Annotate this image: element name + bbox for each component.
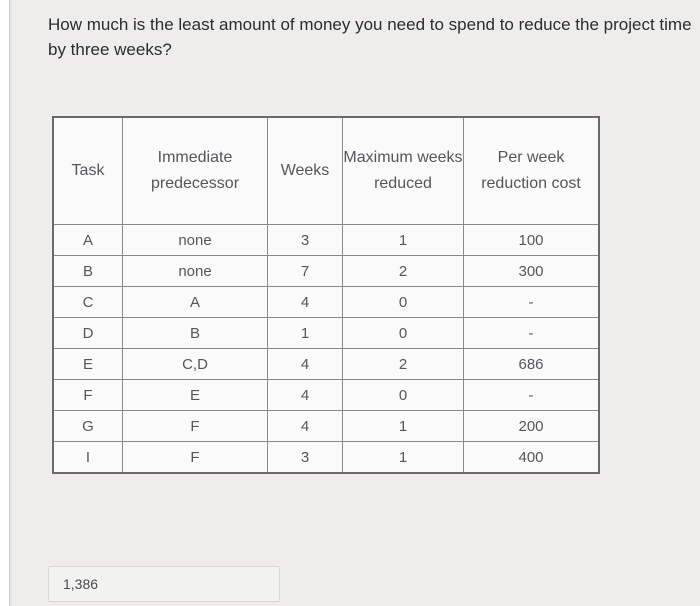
- cell-task: E: [53, 349, 123, 380]
- table-row: [53, 256, 599, 287]
- cell-cost: 200: [464, 411, 600, 442]
- cell-weeks: 4: [268, 380, 343, 411]
- table-body: [53, 225, 599, 474]
- cell-predecessor: A: [123, 287, 268, 318]
- table-row: [53, 225, 599, 256]
- cell-task: G: [53, 411, 123, 442]
- cell-cost: -: [464, 318, 600, 349]
- cell-weeks: 3: [268, 225, 343, 256]
- question-text: How much is the least amount of money you need to spend to reduce the project time by three weeks?: [48, 15, 692, 59]
- cell-cost: 100: [464, 225, 600, 256]
- table-row: [53, 411, 599, 442]
- table-row: [53, 287, 599, 318]
- left-panel-edge: [0, 0, 10, 606]
- cell-cost: 686: [464, 349, 600, 380]
- cell-cost: 300: [464, 256, 600, 287]
- header-task: Task: [53, 117, 123, 225]
- cell-task: B: [53, 256, 123, 287]
- cell-predecessor: B: [123, 318, 268, 349]
- table-row: [53, 318, 599, 349]
- cell-predecessor: F: [123, 442, 268, 474]
- cell-predecessor: C,D: [123, 349, 268, 380]
- cell-predecessor: E: [123, 380, 268, 411]
- cell-cost: -: [464, 287, 600, 318]
- cell-weeks: 4: [268, 349, 343, 380]
- cell-weeks: 4: [268, 411, 343, 442]
- table-row: [53, 349, 599, 380]
- cell-predecessor: F: [123, 411, 268, 442]
- cell-task: A: [53, 225, 123, 256]
- answer-input[interactable]: [48, 566, 280, 602]
- cell-max-reduced: 0: [343, 318, 464, 349]
- header-maximum-weeks-reduced: Maximum weeks reduced: [343, 117, 464, 225]
- table-row: [53, 380, 599, 411]
- cell-cost: -: [464, 380, 600, 411]
- cell-max-reduced: 1: [343, 225, 464, 256]
- table-row: [53, 442, 599, 474]
- header-immediate-predecessor: Immediate predecessor: [123, 117, 268, 225]
- cell-max-reduced: 2: [343, 256, 464, 287]
- cell-max-reduced: 0: [343, 287, 464, 318]
- cell-weeks: 7: [268, 256, 343, 287]
- cell-max-reduced: 1: [343, 411, 464, 442]
- cell-predecessor: none: [123, 256, 268, 287]
- cell-max-reduced: 2: [343, 349, 464, 380]
- cell-task: I: [53, 442, 123, 474]
- header-weeks: Weeks: [268, 117, 343, 225]
- cell-max-reduced: 0: [343, 380, 464, 411]
- cell-predecessor: none: [123, 225, 268, 256]
- project-table: [52, 116, 600, 474]
- cell-cost: 400: [464, 442, 600, 474]
- cell-max-reduced: 1: [343, 442, 464, 474]
- cell-task: F: [53, 380, 123, 411]
- table-header-row: [53, 117, 599, 225]
- answer-value: 1,386: [63, 576, 99, 592]
- cell-weeks: 3: [268, 442, 343, 474]
- header-per-week-reduction-cost: Per week reduction cost: [464, 117, 600, 225]
- cell-task: C: [53, 287, 123, 318]
- cell-task: D: [53, 318, 123, 349]
- cell-weeks: 4: [268, 287, 343, 318]
- cell-weeks: 1: [268, 318, 343, 349]
- question-card: [12, 0, 700, 606]
